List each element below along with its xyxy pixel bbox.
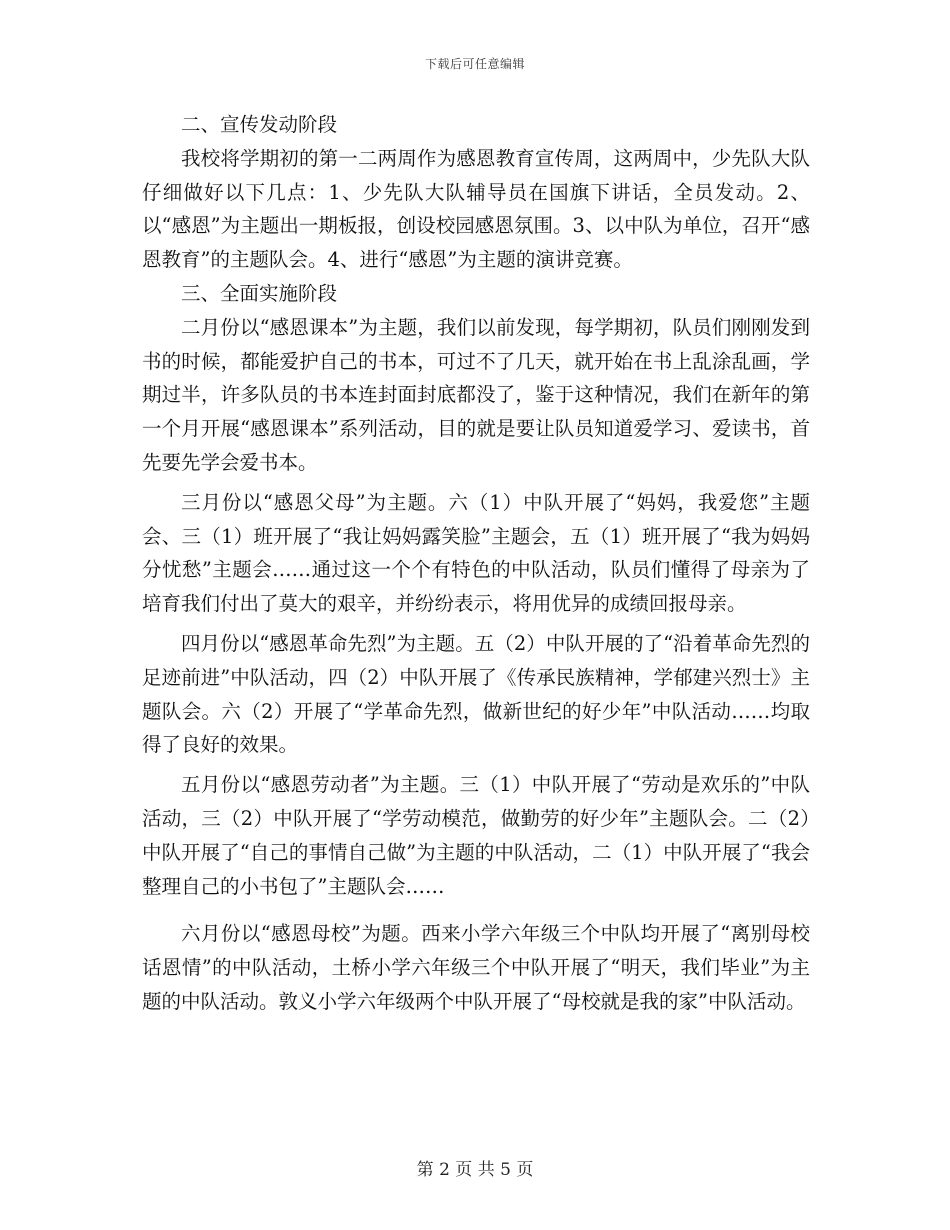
section-heading-publicity: 二、宣传发动阶段 bbox=[181, 113, 338, 136]
page-header: 下载后可任意编辑 bbox=[424, 57, 525, 71]
page-number-footer: 第 2 页 共 5 页 bbox=[416, 1160, 534, 1180]
paragraph-may: 五月份以“感恩劳动者”为主题。三（1）中队开展了“劳动是欢乐的”中队活动，三（2）中队开展了“学劳动模范，做勤劳的好少年”主题队会。二（2）中队开展了“自己的事情自己做”为主题的中队活动，二（1）中队开展了“我会整理自己的小书包了”主题队会…… bbox=[142, 773, 810, 898]
section-heading-implementation: 三、全面实施阶段 bbox=[181, 281, 338, 305]
document-body bbox=[142, 108, 810, 1019]
paragraph-june: 六月份以“感恩母校”为题。西来小学六年级三个中队均开展了“离别母校话恩情”的中队活动，土桥小学六年级三个中队开展了“明天，我们毕业”为主题的中队活动。敦义小学六年级两个中队开展了“母校就是我的家”中队活动。 bbox=[142, 922, 810, 1013]
paragraph-february: 二月份以“感恩课本”为主题，我们以前发现，每学期初，队员们刚刚发到书的时候，都能爱护自己的书本，可过不了几天，就开始在书上乱涂乱画，学期过半，许多队员的书本连封面封底都没了，鉴于这种情况，我们在新年的第一个月开展“感恩课本”系列活动，目的就是要让队员知道爱学习、爱读书，首先要先学会爱书本。 bbox=[142, 315, 810, 474]
paragraph-march: 三月份以“感恩父母”为主题。六（1）中队开展了“妈妈，我爱您”主题会、三（1）班开展了“我让妈妈露笑脸”主题会，五（1）班开展了“我为妈妈分忧愁”主题会……通过这一个个有特色的中队活动，队员们懂得了母亲为了培育我们付出了莫大的艰辛，并纷纷表示，将用优异的成绩回报母亲。 bbox=[142, 490, 810, 616]
paragraph-publicity: 我校将学期初的第一二两周作为感恩教育宣传周，这两周中，少先队大队仔细做好以下几点：1、少先队大队辅导员在国旗下讲话，全员发动。2、以“感恩”为主题出一期板报，创设校园感恩氛围。3、以中队为单位，召开“感恩教育”的主题队会。4、进行“感恩”为主题的演讲竞赛。 bbox=[142, 146, 810, 272]
paragraph-april: 四月份以“感恩革命先烈”为主题。五（2）中队开展的了“沿着革命先烈的足迹前进”中队活动，四（2）中队开展了《传承民族精神，学郁建兴烈士》主题队会。六（2）开展了“学革命先烈，做新世纪的好少年”中队活动……均取得了良好的效果。 bbox=[142, 631, 810, 757]
